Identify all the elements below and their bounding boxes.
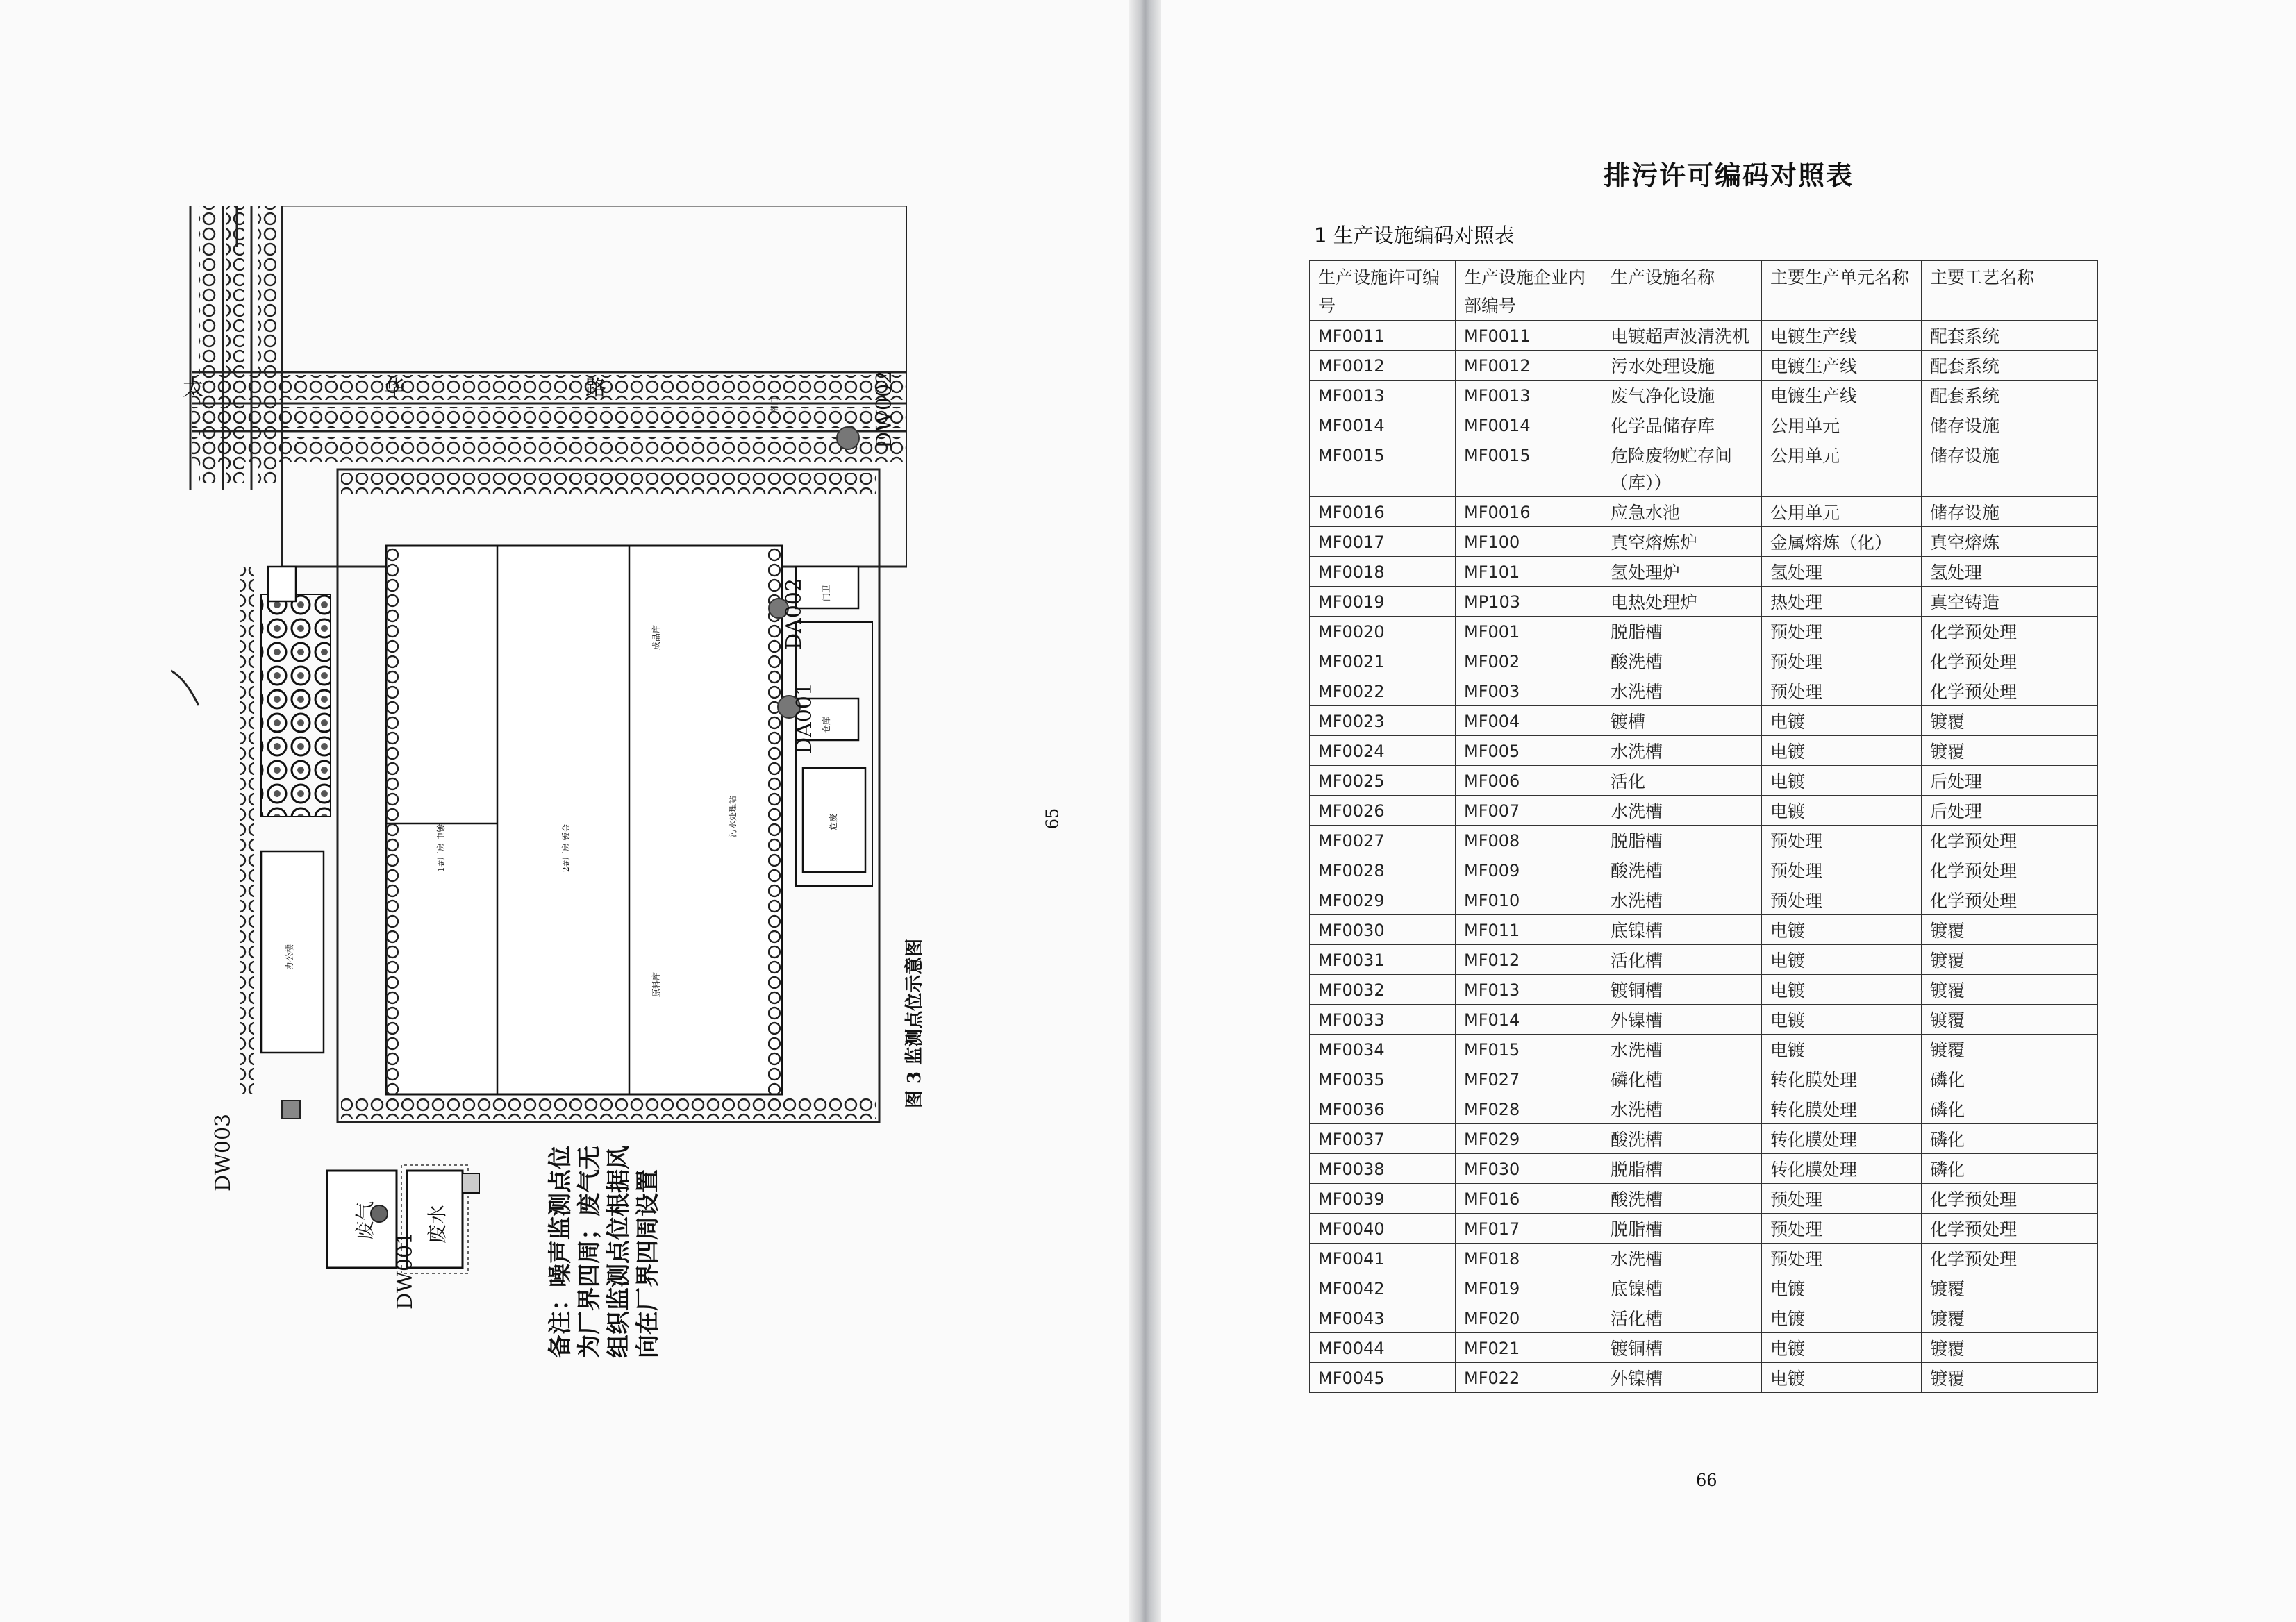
table-cell: MF013 (1456, 975, 1602, 1005)
table-cell: MF0015 (1310, 440, 1456, 497)
table-row (1310, 1303, 2098, 1333)
table-cell: 转化膜处理 (1762, 1094, 1922, 1124)
table-row (1310, 975, 2098, 1005)
table-cell: 磷化 (1922, 1094, 2098, 1124)
table-cell: MF022 (1456, 1363, 1602, 1393)
table-cell: MF0015 (1456, 440, 1602, 497)
figure-caption: 图 3 监测点位示意图 (904, 938, 925, 1108)
legend-waste-water: 废水 (426, 1204, 449, 1244)
table-cell: MF0043 (1310, 1303, 1456, 1333)
table-cell: MF0041 (1310, 1244, 1456, 1273)
table-cell: MF002 (1456, 646, 1602, 676)
facility-code-table (1309, 260, 2097, 1393)
table-cell: MF0018 (1310, 557, 1456, 587)
table-cell: 预处理 (1762, 1214, 1922, 1244)
point-dw002: DW002 (872, 370, 897, 449)
table-cell: MF0013 (1310, 381, 1456, 410)
table-row (1310, 557, 2098, 587)
table-row (1310, 676, 2098, 706)
table-cell: 废气净化设施 (1602, 381, 1762, 410)
table-cell: 活化 (1602, 766, 1762, 796)
table-cell: 转化膜处理 (1762, 1064, 1922, 1094)
table-cell: MF0045 (1310, 1363, 1456, 1393)
note-line-1: 备注：噪声监测点位 (547, 1146, 574, 1358)
table-cell: 水洗槽 (1602, 736, 1762, 766)
table-cell: 化学预处理 (1922, 646, 2098, 676)
table-cell: 化学预处理 (1922, 676, 2098, 706)
table-cell: 电镀 (1762, 975, 1922, 1005)
table-cell: 底镍槽 (1602, 915, 1762, 945)
table-cell: MF008 (1456, 826, 1602, 855)
col-header-permit-no: 生产设施许可编号 (1310, 261, 1456, 321)
table-row (1310, 1035, 2098, 1064)
table-cell: 电镀生产线 (1762, 381, 1922, 410)
table-row (1310, 915, 2098, 945)
table-row (1310, 1244, 2098, 1273)
label-office: 办公楼 (285, 944, 294, 969)
table-cell: 电镀 (1762, 736, 1922, 766)
table-cell: MF019 (1456, 1273, 1602, 1303)
table-cell: MF0014 (1456, 410, 1602, 440)
table-row (1310, 1273, 2098, 1303)
table-row (1310, 1094, 2098, 1124)
table-cell: MF0020 (1310, 617, 1456, 646)
table-cell: 储存设施 (1922, 440, 2098, 497)
table-cell: 后处理 (1922, 766, 2098, 796)
gate-label: 南门 (770, 396, 779, 414)
road-char-1: 太 (183, 376, 203, 401)
table-cell: MF0025 (1310, 766, 1456, 796)
table-cell: 公用单元 (1762, 497, 1922, 527)
table-cell: 酸洗槽 (1602, 855, 1762, 885)
table-row (1310, 945, 2098, 975)
table-cell: 电镀 (1762, 945, 1922, 975)
table-row (1310, 1363, 2098, 1393)
table-cell: MF015 (1456, 1035, 1602, 1064)
table-cell: 底镍槽 (1602, 1273, 1762, 1303)
table-row (1310, 1214, 2098, 1244)
table-cell: 镀槽 (1602, 706, 1762, 736)
table-cell: 脱脂槽 (1602, 617, 1762, 646)
table-cell: 电镀 (1762, 766, 1922, 796)
table-cell: MF0034 (1310, 1035, 1456, 1064)
table-cell: MF100 (1456, 527, 1602, 557)
table-cell: 磷化 (1922, 1064, 2098, 1094)
point-da002: DA002 (782, 578, 806, 650)
col-header-internal-no: 生产设施企业内部编号 (1456, 261, 1602, 321)
table-cell: 储存设施 (1922, 497, 2098, 527)
table-row (1310, 587, 2098, 617)
table-cell: 镀覆 (1922, 1005, 2098, 1035)
table-cell: 酸洗槽 (1602, 1184, 1762, 1214)
table-cell: 外镍槽 (1602, 1005, 1762, 1035)
table-cell: 水洗槽 (1602, 676, 1762, 706)
table-cell: MF018 (1456, 1244, 1602, 1273)
table-cell: MF003 (1456, 676, 1602, 706)
table-cell: 水洗槽 (1602, 1094, 1762, 1124)
table-cell: 真空熔炼 (1922, 527, 2098, 557)
table-cell: 镀覆 (1922, 1303, 2098, 1333)
table-cell: 活化槽 (1602, 1303, 1762, 1333)
table-cell: MF0026 (1310, 796, 1456, 826)
table-cell: 镀覆 (1922, 1333, 2098, 1363)
label-guard: 门卫 (822, 584, 831, 601)
table-cell: 公用单元 (1762, 440, 1922, 497)
note-line-2: 为厂界四周；废气无 (576, 1146, 604, 1358)
table-cell: 镀覆 (1922, 945, 2098, 975)
table-cell: 镀覆 (1922, 915, 2098, 945)
table-row (1310, 706, 2098, 736)
table-cell: 氢处理 (1922, 557, 2098, 587)
table-cell: MF0040 (1310, 1214, 1456, 1244)
table-cell: 化学预处理 (1922, 1244, 2098, 1273)
table-cell: MF0031 (1310, 945, 1456, 975)
table-row (1310, 1154, 2098, 1184)
table-cell: MF020 (1456, 1303, 1602, 1333)
table-cell: 镀铜槽 (1602, 975, 1762, 1005)
label-finished-store: 成品库 (651, 624, 661, 650)
table-cell: 电热处理炉 (1602, 587, 1762, 617)
table-row (1310, 1184, 2098, 1214)
table-row (1310, 381, 2098, 410)
table-cell: 化学预处理 (1922, 855, 2098, 885)
table-row (1310, 1064, 2098, 1094)
label-wastewater-station: 污水处理站 (728, 795, 738, 837)
table-cell: 镀覆 (1922, 1273, 2098, 1303)
table-row (1310, 410, 2098, 440)
table-cell: 预处理 (1762, 1184, 1922, 1214)
table-cell: 水洗槽 (1602, 1244, 1762, 1273)
table-cell: 污水处理设施 (1602, 351, 1762, 381)
table-cell: 应急水池 (1602, 497, 1762, 527)
table-cell: 电镀 (1762, 1005, 1922, 1035)
table-row (1310, 855, 2098, 885)
table-row (1310, 796, 2098, 826)
table-cell: 热处理 (1762, 587, 1922, 617)
table-cell: MF0042 (1310, 1273, 1456, 1303)
table-cell: MF005 (1456, 736, 1602, 766)
table-cell: 化学预处理 (1922, 1184, 2098, 1214)
table-cell: 电镀 (1762, 706, 1922, 736)
point-dw003: DW003 (211, 1113, 235, 1192)
table-row (1310, 440, 2098, 497)
table-cell: 镀覆 (1922, 975, 2098, 1005)
section-heading: 1 生产设施编码对照表 (1314, 224, 1515, 247)
table-cell: MF006 (1456, 766, 1602, 796)
table-cell: 配套系统 (1922, 321, 2098, 351)
table-cell: MF0012 (1456, 351, 1602, 381)
table-cell: 电镀超声波清洗机 (1602, 321, 1762, 351)
point-dw001: DW001 (393, 1231, 417, 1310)
table-cell: 镀覆 (1922, 706, 2098, 736)
table-row (1310, 646, 2098, 676)
table-cell: 脱脂槽 (1602, 826, 1762, 855)
table-cell: 磷化 (1922, 1154, 2098, 1184)
table-cell: MF028 (1456, 1094, 1602, 1124)
table-cell: MF0013 (1456, 381, 1602, 410)
table-cell: MF0029 (1310, 885, 1456, 915)
table-cell: MF0022 (1310, 676, 1456, 706)
plan-main (171, 206, 907, 1372)
table-cell: MF029 (1456, 1124, 1602, 1154)
table-cell: 预处理 (1762, 646, 1922, 676)
table-cell: MF0032 (1310, 975, 1456, 1005)
table-header-row (1310, 261, 2098, 321)
table-cell: MF0030 (1310, 915, 1456, 945)
table-cell: MF0019 (1310, 587, 1456, 617)
table-cell: 预处理 (1762, 855, 1922, 885)
table-cell: MF030 (1456, 1154, 1602, 1184)
table-cell: 配套系统 (1922, 351, 2098, 381)
table-cell: MF010 (1456, 885, 1602, 915)
table-row (1310, 497, 2098, 527)
table-cell: 危险废物贮存间（库）） (1602, 440, 1762, 497)
document-title: 排污许可编码对照表 (1603, 160, 1854, 191)
table-cell: 氢处理 (1762, 557, 1922, 587)
monitoring-figure (171, 206, 925, 1372)
table-row (1310, 1005, 2098, 1035)
table-cell: MF021 (1456, 1333, 1602, 1363)
table-cell: 电镀 (1762, 1273, 1922, 1303)
col-header-process-name: 主要工艺名称 (1922, 261, 2098, 321)
table-cell: 预处理 (1762, 1244, 1922, 1273)
table-cell: MF001 (1456, 617, 1602, 646)
table-cell: MF0027 (1310, 826, 1456, 855)
page-number-right: 66 (1696, 1471, 1717, 1490)
table-row (1310, 1124, 2098, 1154)
left-page (0, 0, 1129, 1622)
table-cell: 磷化槽 (1602, 1064, 1762, 1094)
table-cell: MF0012 (1310, 351, 1456, 381)
table-cell: 磷化 (1922, 1124, 2098, 1154)
table-cell: 化学预处理 (1922, 1214, 2098, 1244)
table-cell: 化学预处理 (1922, 826, 2098, 855)
col-header-unit-name: 主要生产单元名称 (1762, 261, 1922, 321)
table-cell: MF0044 (1310, 1333, 1456, 1363)
table-cell: 真空铸造 (1922, 587, 2098, 617)
table-cell: 电镀生产线 (1762, 351, 1922, 381)
table-cell: 配套系统 (1922, 381, 2098, 410)
table-cell: MF0017 (1310, 527, 1456, 557)
table-cell: 预处理 (1762, 885, 1922, 915)
table-cell: 脱脂槽 (1602, 1214, 1762, 1244)
table-cell: MF009 (1456, 855, 1602, 885)
table-cell: 水洗槽 (1602, 796, 1762, 826)
table-cell: 化学预处理 (1922, 885, 2098, 915)
table-row (1310, 617, 2098, 646)
table-cell: 酸洗槽 (1602, 1124, 1762, 1154)
table-cell: 转化膜处理 (1762, 1124, 1922, 1154)
table-cell: 活化槽 (1602, 945, 1762, 975)
table-cell: MF0016 (1456, 497, 1602, 527)
table-cell: 氢处理炉 (1602, 557, 1762, 587)
table-cell: 转化膜处理 (1762, 1154, 1922, 1184)
table-cell: MF0039 (1310, 1184, 1456, 1214)
col-header-facility-name: 生产设施名称 (1602, 261, 1762, 321)
table-cell: 预处理 (1762, 676, 1922, 706)
table-cell: MF0023 (1310, 706, 1456, 736)
table-row (1310, 351, 2098, 381)
table-cell: MF0036 (1310, 1094, 1456, 1124)
table-cell: MP103 (1456, 587, 1602, 617)
label-raw-store: 原料库 (651, 971, 661, 997)
table-cell: 水洗槽 (1602, 1035, 1762, 1064)
table-cell: 电镀 (1762, 915, 1922, 945)
table-cell: 外镍槽 (1602, 1363, 1762, 1393)
table-cell: 酸洗槽 (1602, 646, 1762, 676)
table-cell: 金属熔炼（化） (1762, 527, 1922, 557)
label-storage-b: 危废 (829, 813, 838, 830)
table-cell: 电镀 (1762, 796, 1922, 826)
table-cell: 化学预处理 (1922, 617, 2098, 646)
note-line-3: 组织监测点位根据风 (605, 1146, 633, 1358)
table-cell: 镀覆 (1922, 1035, 2098, 1064)
point-da001: DA001 (792, 683, 817, 754)
label-workshop1: 1#厂房 电镀 (436, 823, 446, 872)
right-page (1161, 0, 2296, 1622)
table-cell: MF0024 (1310, 736, 1456, 766)
table-cell: 镀覆 (1922, 736, 2098, 766)
table-cell: MF016 (1456, 1184, 1602, 1214)
label-storage-a: 仓库 (822, 716, 831, 733)
book-gutter (1129, 0, 1161, 1622)
note-line-4: 向在厂界四周设置 (634, 1169, 662, 1358)
label-workshop2: 2#厂房 钣金 (561, 823, 571, 872)
road-char-2: 华 (384, 376, 405, 401)
table-cell: MF0011 (1456, 321, 1602, 351)
table-row (1310, 1333, 2098, 1363)
table-cell: MF0035 (1310, 1064, 1456, 1094)
table-cell: 化学品储存库 (1602, 410, 1762, 440)
table-cell: 预处理 (1762, 826, 1922, 855)
table-cell: MF0033 (1310, 1005, 1456, 1035)
legend-waste-gas: 废气 (353, 1201, 376, 1240)
table-cell: MF012 (1456, 945, 1602, 975)
table-row (1310, 321, 2098, 351)
table-cell: MF0014 (1310, 410, 1456, 440)
table-cell: MF017 (1456, 1214, 1602, 1244)
table-row (1310, 885, 2098, 915)
road-char-3: 路 (585, 376, 606, 401)
table-cell: 电镀生产线 (1762, 321, 1922, 351)
page-number-left: 65 (1042, 808, 1063, 830)
table-cell: MF101 (1456, 557, 1602, 587)
table-cell: MF004 (1456, 706, 1602, 736)
table-cell: MF007 (1456, 796, 1602, 826)
table-cell: 预处理 (1762, 617, 1922, 646)
table-cell: 电镀 (1762, 1303, 1922, 1333)
table-row (1310, 826, 2098, 855)
table-cell: MF0037 (1310, 1124, 1456, 1154)
table-cell: MF0016 (1310, 497, 1456, 527)
table-cell: MF0028 (1310, 855, 1456, 885)
table-cell: 脱脂槽 (1602, 1154, 1762, 1184)
table-row (1310, 527, 2098, 557)
table-row (1310, 736, 2098, 766)
table-cell: 公用单元 (1762, 410, 1922, 440)
table-cell: 储存设施 (1922, 410, 2098, 440)
table-cell: MF0038 (1310, 1154, 1456, 1184)
table-cell: MF0021 (1310, 646, 1456, 676)
table-cell: 电镀 (1762, 1363, 1922, 1393)
table-cell: MF014 (1456, 1005, 1602, 1035)
table-cell: 镀铜槽 (1602, 1333, 1762, 1363)
table-cell: MF0011 (1310, 321, 1456, 351)
table-row (1310, 766, 2098, 796)
table-cell: 后处理 (1922, 796, 2098, 826)
table-cell: MF011 (1456, 915, 1602, 945)
table-cell: 镀覆 (1922, 1363, 2098, 1393)
table-cell: 真空熔炼炉 (1602, 527, 1762, 557)
table-cell: 水洗槽 (1602, 885, 1762, 915)
table-cell: MF027 (1456, 1064, 1602, 1094)
note-block (546, 1067, 663, 1358)
table-cell: 电镀 (1762, 1035, 1922, 1064)
table-cell: 电镀 (1762, 1333, 1922, 1363)
